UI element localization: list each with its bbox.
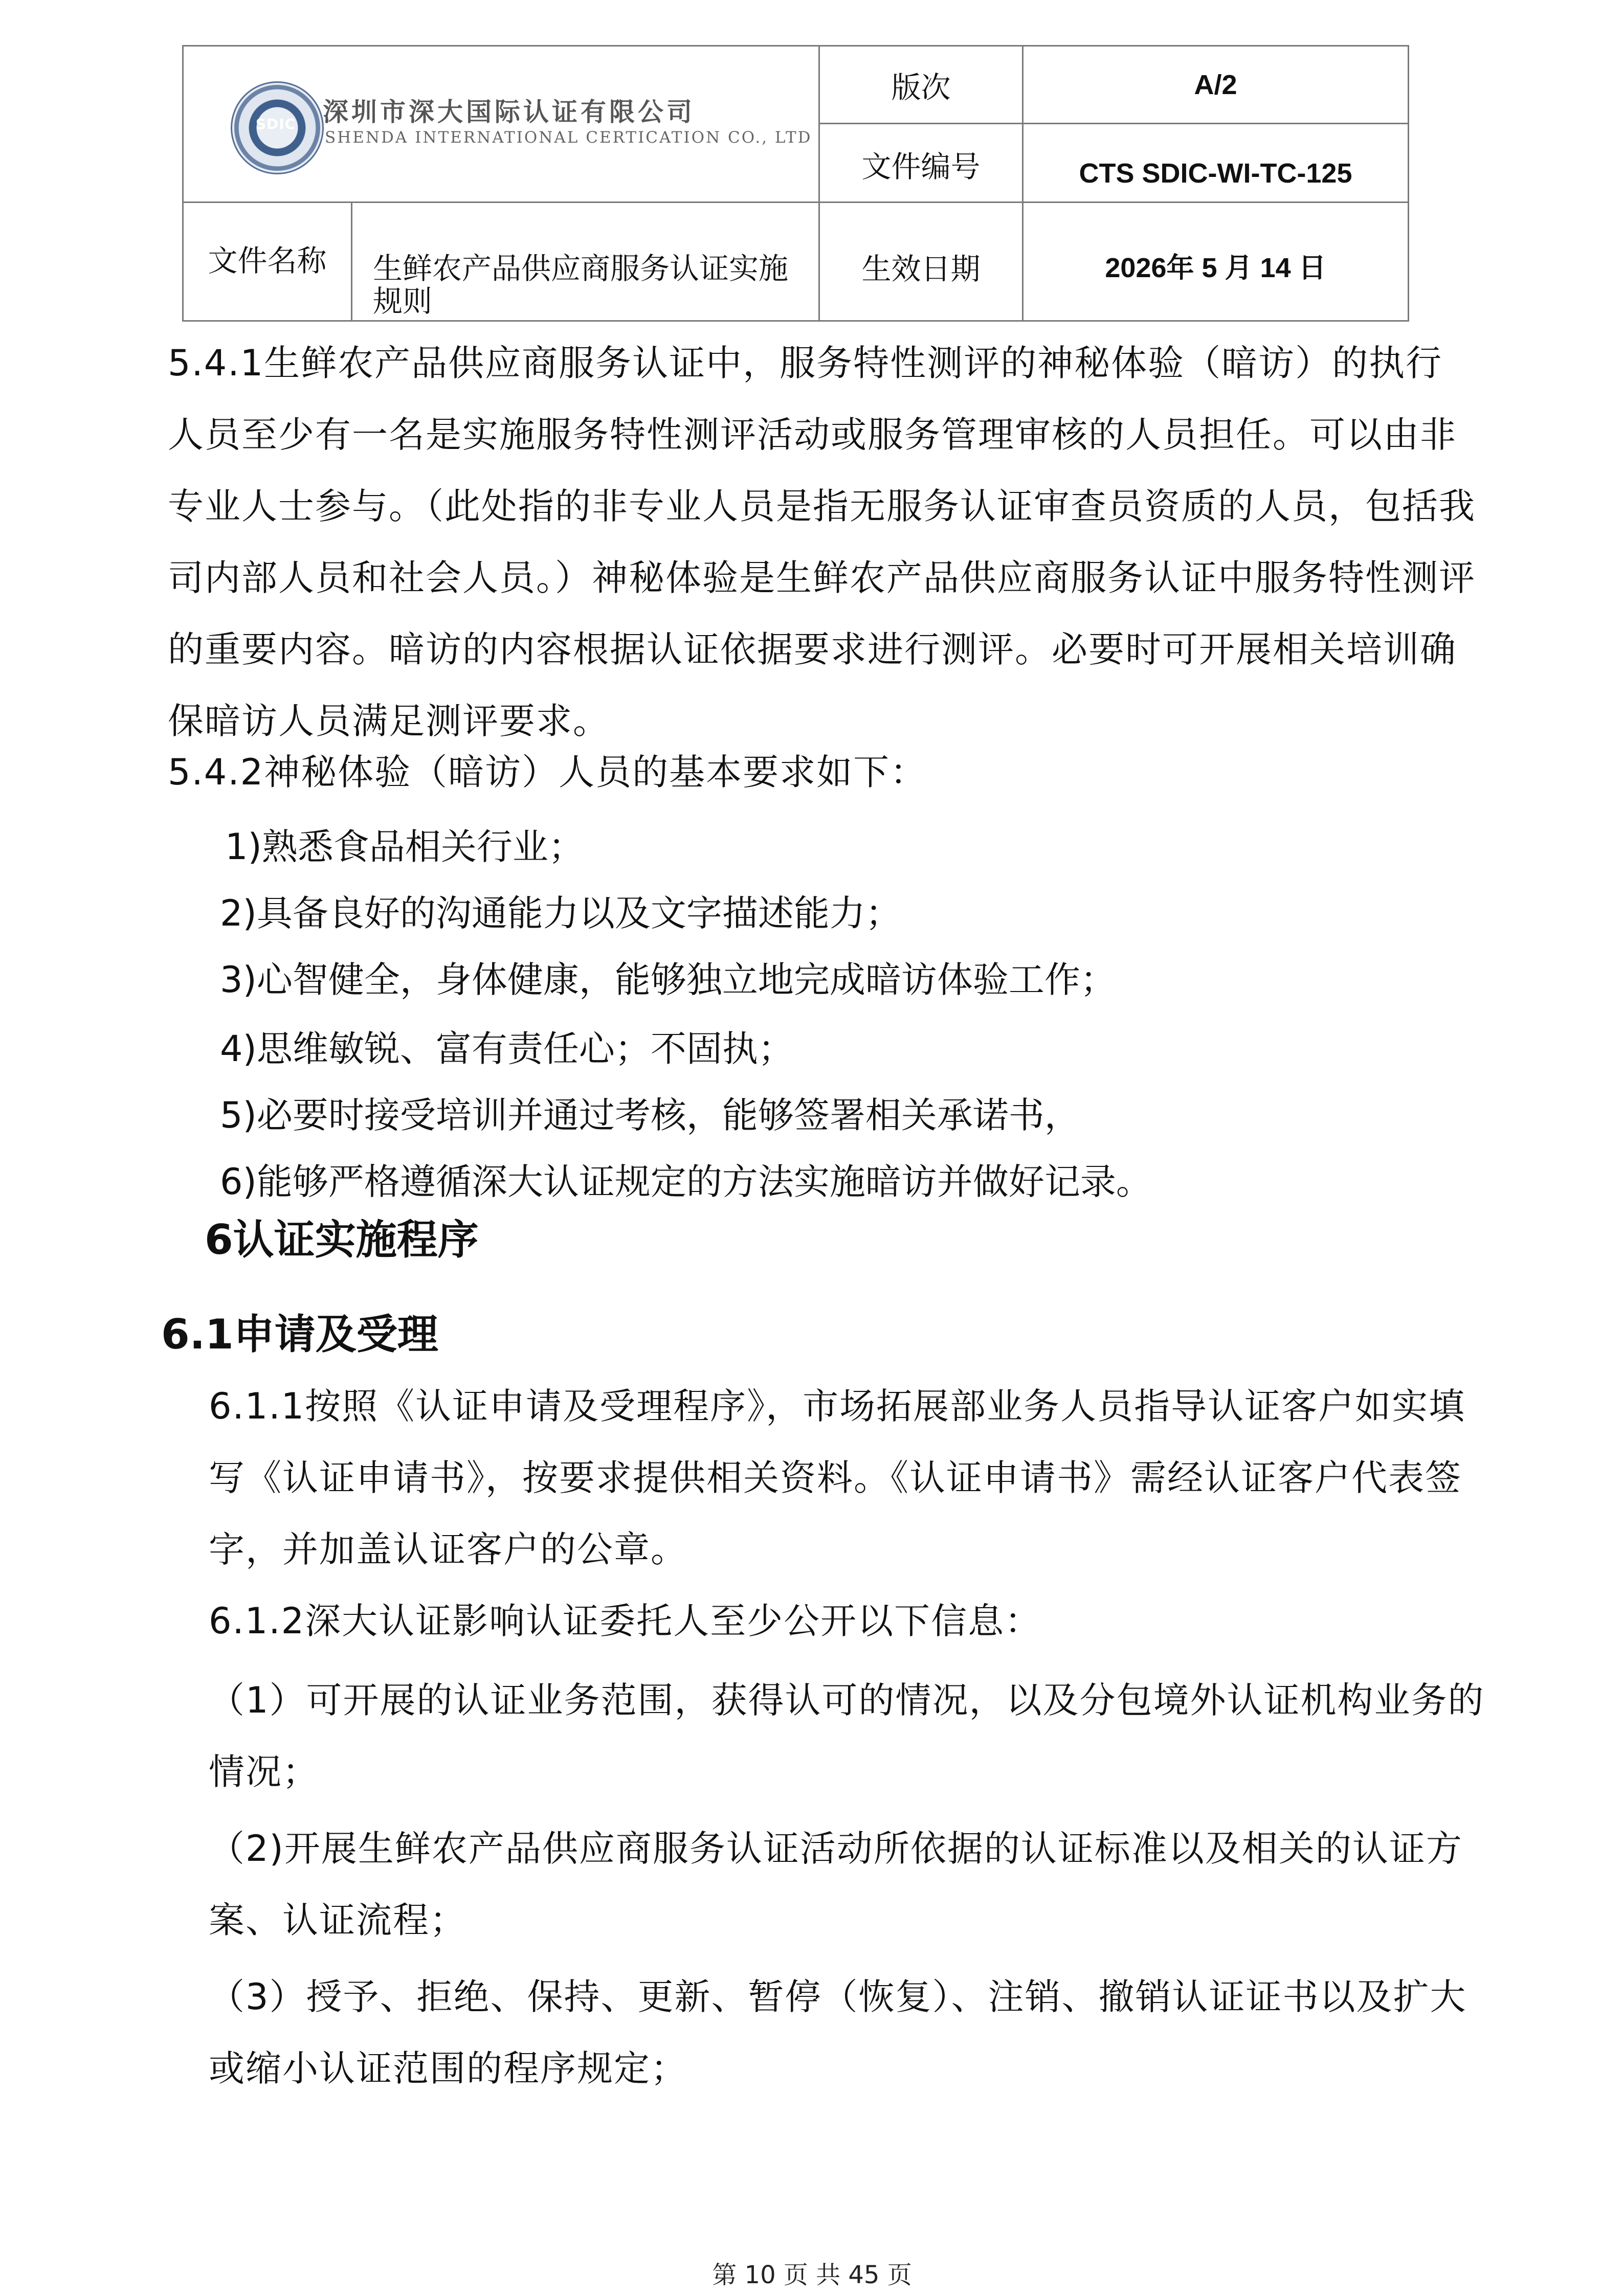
clause-6-1-2: 6.1.2深大认证影响认证委托人至少公开以下信息： bbox=[209, 1600, 1042, 1642]
requirement-item: 6)能够严格遵循深大认证规定的方法实施暗访并做好记录。 bbox=[220, 1161, 1152, 1203]
document-header-table bbox=[182, 45, 1409, 322]
seal-text: SDIC bbox=[255, 116, 296, 132]
file-name-value bbox=[352, 202, 819, 321]
version-value: A/2 bbox=[1023, 46, 1409, 124]
doc-no-label: 文件编号 bbox=[819, 124, 1023, 202]
info-item-1: （1）可开展的认证业务范围，获得认可的情况，以及分包境外认证机构业务的情况； bbox=[209, 1679, 1485, 1793]
effective-date-label: 生效日期 bbox=[819, 202, 1023, 321]
requirement-item: 4)思维敏锐、富有责任心；不固执； bbox=[220, 1028, 794, 1070]
requirement-item: 2)具备良好的沟通能力以及文字描述能力； bbox=[220, 892, 901, 934]
clause-5-4-2: 5.4.2神秘体验（暗访）人员的基本要求如下： bbox=[168, 751, 927, 793]
company-name-cn: 深圳市深大国际认证有限公司 bbox=[323, 97, 695, 127]
version-label: 版次 bbox=[819, 46, 1023, 124]
page-number: 第 10 页 共 45 页 bbox=[712, 2261, 912, 2289]
company-name-en: SHENDA INTERNATIONAL CERTICATION CO., LTD bbox=[325, 128, 812, 147]
effective-date-value: 2026年 5 月 14 日 bbox=[1023, 202, 1409, 321]
requirement-item: 5)必要时接受培训并通过考核，能够签署相关承诺书， bbox=[220, 1094, 1080, 1136]
clause-5-4-1: 5.4.1生鲜农产品供应商服务认证中，服务特性测评的神秘体验（暗访）的执行人员至少有一名是实施服务特性测评活动或服务管理审核的人员担任。可以由非专业人士参与。（此处指的非专业人员是指无服务认证审查员资质的人员，包括我司内部人员和社会人员。）神秘体验是生鲜农产品供应商服务认证中服务特性测评的重要内容。暗访的内容根据认证依据要求进行测评。必要时可开展相关培训确保暗访人员满足测评要求。 bbox=[168, 342, 1476, 742]
file-name-text: 生鲜农产品供应商服务认证实施规则 bbox=[373, 251, 789, 319]
requirement-item: 1)熟悉食品相关行业； bbox=[225, 826, 584, 868]
section-heading-6: 6认证实施程序 bbox=[205, 1216, 479, 1264]
info-item-2: （2)开展生鲜农产品供应商服务认证活动所依据的认证标准以及相关的认证方案、认证流程； bbox=[209, 1828, 1463, 1941]
info-item-3: （3）授予、拒绝、保持、更新、暂停（恢复）、注销、撤销认证证书以及扩大或缩小认证范围的程序规定； bbox=[209, 1976, 1467, 2089]
clause-6-1-1: 6.1.1按照《认证申请及受理程序》，市场拓展部业务人员指导认证客户如实填写《认证申请书》，按要求提供相关资料。《认证申请书》需经认证客户代表签字，并加盖认证客户的公章。 bbox=[209, 1385, 1466, 1570]
requirement-item: 3)心智健全，身体健康，能够独立地完成暗访体验工作； bbox=[220, 959, 1116, 1001]
file-name-label: 文件名称 bbox=[183, 202, 352, 321]
company-logo-cell bbox=[183, 46, 819, 202]
doc-no-value: CTS SDIC-WI-TC-125 bbox=[1023, 124, 1409, 202]
section-heading-6-1: 6.1申请及受理 bbox=[161, 1311, 438, 1358]
